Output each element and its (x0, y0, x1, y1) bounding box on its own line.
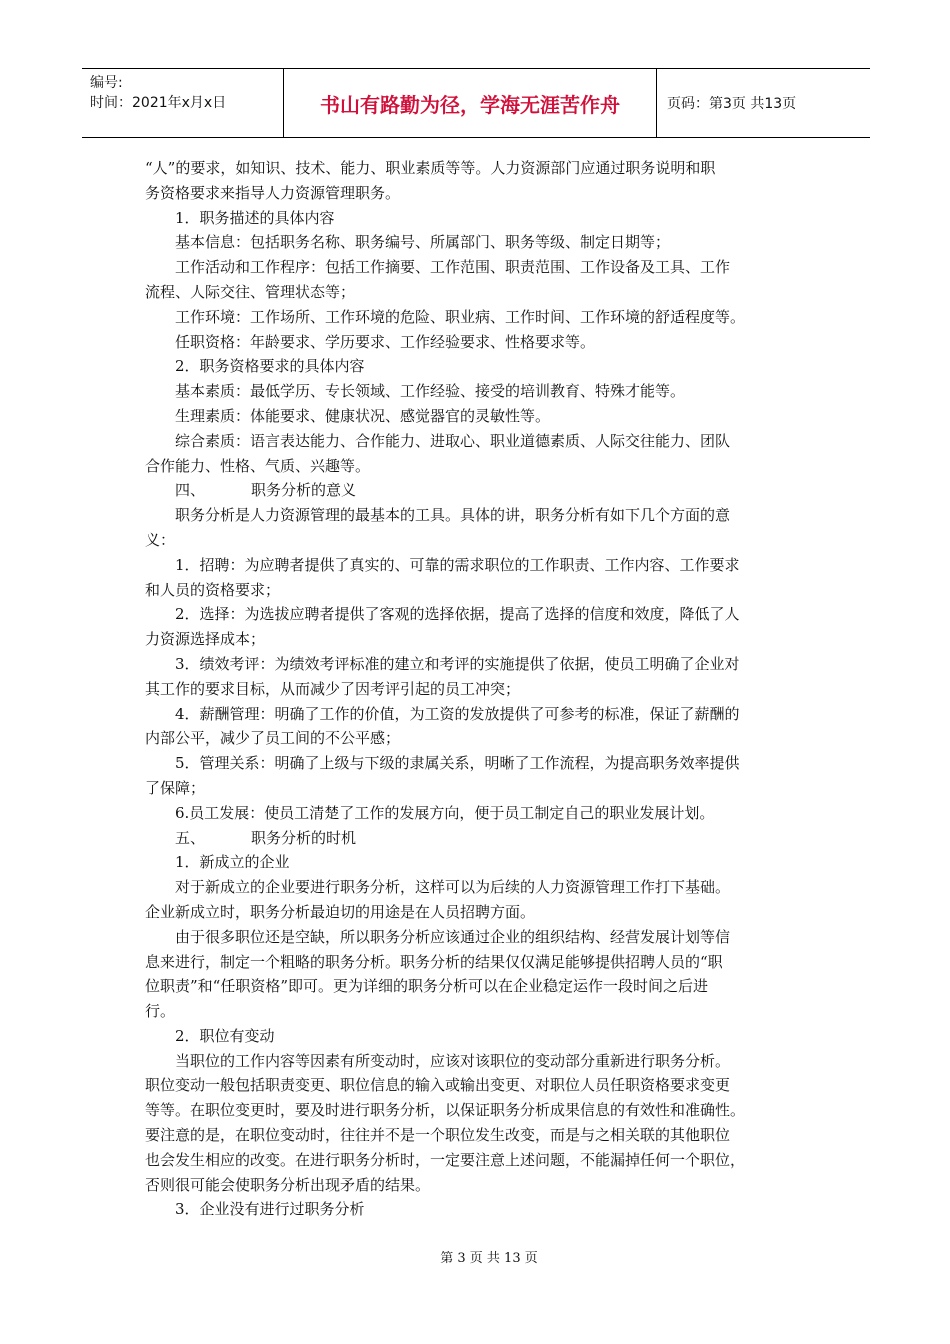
text-line-content: 企业新成立时，职务分析最迫切的用途是在人员招聘方面。 (145, 902, 536, 921)
text-line (145, 1123, 807, 1148)
text-line (145, 354, 807, 379)
text-line-content: 流程、人际交往、管理状态等； (145, 282, 356, 301)
text-line-content: 综合素质：语言表达能力、合作能力、进取心、职业道德素质、人际交往能力、团队 (175, 431, 731, 450)
text-line-content: 义： (145, 530, 176, 549)
text-line (145, 677, 807, 702)
text-line-content: 也会发生相应的改变。在进行职务分析时，一定要注意上述问题，不能漏掉任何一个职位， (145, 1150, 746, 1169)
text-line (145, 330, 807, 355)
text-line-content: 1．新成立的企业 (175, 853, 290, 872)
text-line (145, 255, 807, 280)
text-line (145, 900, 807, 925)
text-line-content: 1．职务描述的具体内容 (175, 208, 335, 227)
text-line-content: 了保障； (145, 778, 206, 797)
text-line-content: 职位变动一般包括职责变更、职位信息的输入或输出变更、对职位人员任职资格要求变更 (145, 1076, 731, 1095)
text-line (145, 826, 807, 851)
text-line (145, 230, 807, 255)
text-line (145, 429, 807, 454)
text-line (145, 280, 807, 305)
text-line-content: 工作环境：工作场所、工作环境的危险、职业病、工作时间、工作环境的舒适程度等。 (175, 307, 746, 326)
text-line-content: 6.员工发展：使员工清楚了工作的发展方向，便于员工制定自己的职业发展计划。 (175, 803, 715, 822)
text-line (145, 454, 807, 479)
text-line-content: 生理素质：体能要求、健康状况、感觉器官的灵敏性等。 (175, 406, 551, 425)
text-line-content: 2．职位有变动 (175, 1026, 275, 1045)
text-line (145, 627, 807, 652)
text-line (145, 1148, 807, 1173)
text-line-content: 对于新成立的企业要进行职务分析，这样可以为后续的人力资源管理工作打下基础。 (175, 878, 731, 897)
text-line-content: 要注意的是，在职位变动时，往往并不是一个职位发生改变，而是与之相关联的其他职位 (145, 1126, 731, 1145)
document-body (145, 156, 807, 1222)
text-line-content: 其工作的要求目标，从而减少了因考评引起的员工冲突； (145, 679, 521, 698)
text-line (145, 875, 807, 900)
text-line (145, 305, 807, 330)
text-line-content: 四、 (175, 481, 206, 500)
date-label: 时间：2021年x月x日 (90, 95, 227, 111)
header-motto: 书山有路勤为径，学海无涯苦作舟 (284, 69, 657, 137)
text-line (145, 702, 807, 727)
text-line (145, 379, 807, 404)
header-page-info: 页码：第3页 共13页 (667, 96, 797, 112)
text-line-content: 当职位的工作内容等因素有所变动时，应该对该职位的变动部分重新进行职务分析。 (175, 1051, 731, 1070)
text-line-content: 1．招聘：为应聘者提供了真实的、可靠的需求职位的工作职责、工作内容、工作要求 (175, 555, 740, 574)
text-line (145, 1173, 807, 1198)
text-line (145, 503, 807, 528)
text-line (145, 578, 807, 603)
text-line-content: 3．企业没有进行过职务分析 (175, 1200, 365, 1219)
text-line (145, 1197, 807, 1222)
page-footer: 第 3 页 共 13 页 (440, 1251, 538, 1266)
text-line (145, 850, 807, 875)
text-line-content: 基本素质：最低学历、专长领域、工作经验、接受的培训教育、特殊才能等。 (175, 382, 686, 401)
text-line (145, 404, 807, 429)
text-line (145, 156, 807, 181)
text-line-content: 2．选择：为选拔应聘者提供了客观的选择依据，提高了选择的信度和效度，降低了人 (175, 605, 740, 624)
text-line-content: 任职资格：年龄要求、学历要求、工作经验要求、性格要求等。 (175, 332, 596, 351)
text-line-content: 和人员的资格要求； (145, 580, 281, 599)
text-line (145, 751, 807, 776)
text-line (145, 181, 807, 206)
text-line-content: 由于很多职位还是空缺，所以职务分析应该通过企业的组织结构、经营发展计划等信 (175, 927, 731, 946)
text-line-content: 4．薪酬管理：明确了工作的价值，为工资的发放提供了可参考的标准，保证了薪酬的 (175, 704, 740, 723)
text-line (145, 1073, 807, 1098)
text-line-content: 职务分析是人力资源管理的最基本的工具。具体的讲，职务分析有如下几个方面的意 (175, 506, 731, 525)
text-line-content: 基本信息：包括职务名称、职务编号、所属部门、职务等级、制定日期等； (175, 233, 671, 252)
text-line (145, 925, 807, 950)
text-line (145, 206, 807, 231)
text-line-content: 力资源选择成本； (145, 630, 266, 649)
text-line (145, 602, 807, 627)
text-line (145, 1049, 807, 1074)
text-line (145, 776, 807, 801)
code-label: 编号: (90, 75, 123, 91)
text-line (145, 528, 807, 553)
header-meta (82, 69, 284, 137)
text-line (145, 726, 807, 751)
text-line-content: 否则很可能会使职务分析出现矛盾的结果。 (145, 1175, 431, 1194)
text-line-content: 等等。在职位变更时，要及时进行职务分析，以保证职务分析成果信息的有效性和准确性。 (145, 1101, 746, 1120)
text-line-content: 5．管理关系：明确了上级与下级的隶属关系，明晰了工作流程，为提高职务效率提供 (175, 754, 740, 773)
text-line (145, 801, 807, 826)
text-line (145, 1024, 807, 1049)
text-line (145, 999, 807, 1024)
text-line-content: 内部公平，减少了员工间的不公平感； (145, 729, 401, 748)
text-line (145, 974, 807, 999)
text-line (145, 652, 807, 677)
text-line-content: 务资格要求来指导人力资源管理职务。 (145, 183, 401, 202)
text-line-content: 2．职务资格要求的具体内容 (175, 357, 365, 376)
text-line-content: 五、 (175, 828, 206, 847)
text-line (145, 950, 807, 975)
text-line-content: 合作能力、性格、气质、兴趣等。 (145, 456, 371, 475)
text-line-content: 行。 (145, 1002, 176, 1021)
section-heading-text: 职务分析的意义 (251, 481, 357, 500)
text-line-content: “人”的要求，如知识、技术、能力、职业素质等等。人力资源部门应通过职务说明和职 (145, 159, 716, 177)
text-line-content: 息来进行，制定一个粗略的职务分析。职务分析的结果仅仅满足能够提供招聘人员的“职 (145, 952, 723, 971)
text-line-content: 工作活动和工作程序：包括工作摘要、工作范围、职责范围、工作设备及工具、工作 (175, 258, 731, 277)
section-heading-text: 职务分析的时机 (251, 828, 357, 847)
text-line-content: 3．绩效考评：为绩效考评标准的建立和考评的实施提供了依据，使员工明确了企业对 (175, 654, 740, 673)
page-header (82, 68, 870, 138)
text-line (145, 553, 807, 578)
text-line-content: 位职责”和“任职资格”即可。更为详细的职务分析可以在企业稳定运作一段时间之后进 (145, 977, 709, 996)
text-line (145, 1098, 807, 1123)
text-line (145, 478, 807, 503)
